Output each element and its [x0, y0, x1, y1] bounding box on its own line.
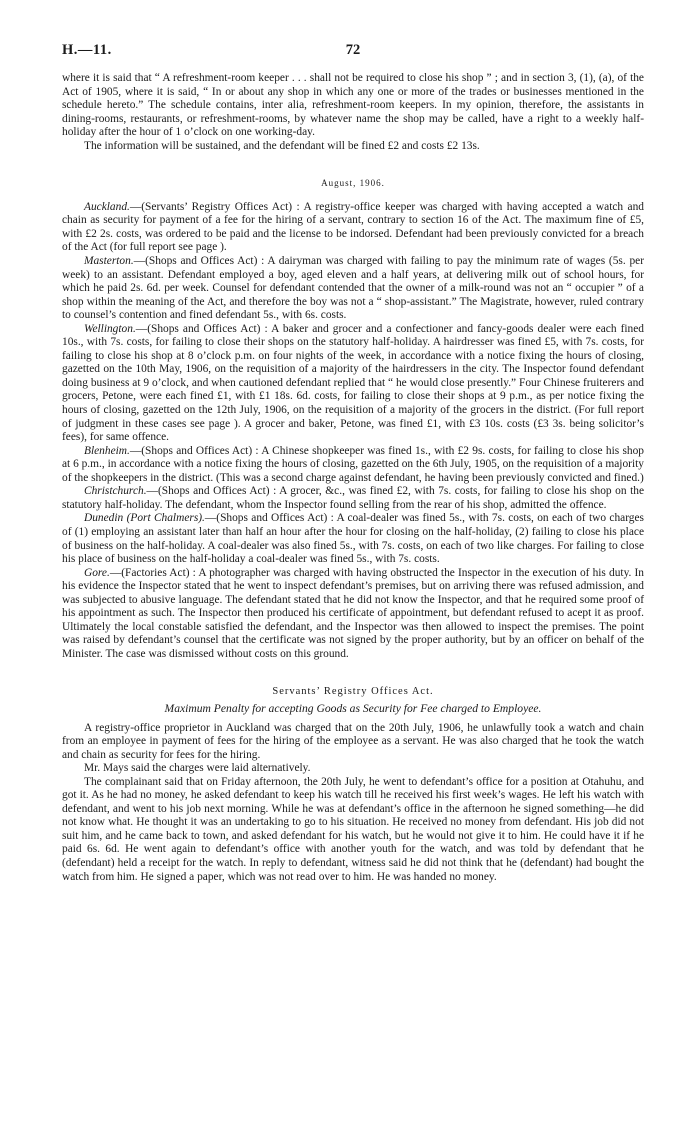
section-title: Servants’ Registry Offices Act.: [272, 686, 434, 698]
case-text: —(Shops and Offices Act) : A baker and grocer and a confectioner and fancy-goods dealer were each fined 10s., with 7s. costs, for failing to close their shops on the statutory half-holiday. A hairdresser was fined £5, with 7s. costs, for failing to close his shop at 8 o’clock p.m. on four nights of the week, in accordance with a notice fixing the hours of closing, gazetted on the 10th May, 1906, on the requisition of a majority of the hairdressers in the city. The Inspector found defendant doing business at 9 o’clock, and when cautioned defendant replied that “ he would close presently.” Four Chinese fruiterers and grocers, Petone, were each fined £1, with £1 18s. 6d. costs, for failing to close their shops at 9 p.m., as per notice fixing the hours of closing, gazetted on the 12th July, 1906, on the requisition of a majority of the grocers in the district. (For full report of judgment in these cases see page ). A grocer and baker, Petone, was fined £1, with £3 10s. costs (£3 3s. being solicitor’s fees), for same offence.: [62, 322, 644, 444]
case-paragraph: [62, 445, 644, 486]
case-text: —(Shops and Offices Act) : A grocer, &c., was fined £2, with 7s. costs, for failing to close his shop on the statutory half-holiday. The defendant, whom the Inspector found selling from the rear of his shop, admitted the offence.: [62, 485, 644, 511]
page-number: 72: [345, 42, 361, 58]
section-subtitle: Maximum Penalty for accepting Goods as Security for Fee charged to Employee.: [164, 701, 542, 715]
case-text: —(Factories Act) : A photographer was charged with having obstructed the Inspector in the execution of his duty. In his evidence the Inspector stated that he went to inspect defendant’s premises, but on arriving there was refused admission, and was subjected to abusive language. The defendant stated that he did not know the Inspector, and that he required some proof of his appointment as such. The Inspector then produced his certificate of appointment, but defendant refused to acept it as proof. Ultimately the local constable satisfied the defendant, and the Inspector was then allowed to inspect the premises. The point was raised by defendant’s counsel that the certificate was not signed by the proper authority, but by an officer on behalf of the Minister. The case was dismissed without costs on this ground.: [62, 566, 644, 660]
case-place: Auckland.: [84, 200, 130, 213]
case-place: Masterton.: [84, 255, 134, 268]
case-place: Christchurch.: [84, 485, 147, 498]
intro-paragraph: where it is said that “ A refreshment-room keeper . . . shall not be required to close his shop ” ; and in section 3, (1), (a), of the Act of 1905, where it is said, “ In or about any shop in which any one or more of the trades or businesses mentioned in the schedule hereto.” The schedule contains, inter alia, refreshment-room keepers. In my opinion, therefore, the assistants in dining-rooms, restaurants, or refreshment-rooms, by whatever name the shop may be called, have a right to a weekly half-holiday after the hour of 1 o’clock on one working-day.: [62, 72, 644, 139]
section-paragraph: Mr. Mays said the charges were laid alternatively.: [84, 762, 311, 775]
case-paragraph: [62, 255, 644, 323]
case-text: —(Servants’ Registry Offices Act) : A registry-office keeper was charged with having accepted a watch and chain as security for payment of a fee for the hiring of a servant, contrary to section 16 of the Act. The maximum fine of £5, with £2 2s. costs, was ordered to be paid and the license to be indorsed. Defendant had been previously convicted for a breach of the Act (for full report see page ).: [62, 200, 644, 254]
case-place: Blenheim.: [84, 444, 130, 457]
case-place: Gore.: [84, 566, 110, 579]
case-paragraph: [62, 485, 644, 512]
case-place: Dunedin (Port Chalmers).: [84, 512, 205, 525]
case-paragraph: [62, 323, 644, 445]
case-place: Wellington.: [84, 322, 136, 335]
case-paragraph: [62, 512, 644, 566]
case-paragraph: [62, 201, 644, 255]
section-paragraph: A registry-office proprietor in Auckland was charged that on the 20th July, 1906, he unlawfully took a watch and chain from an employee in payment of fees for the hiring of the employee as a servant. He was also charged that he took the watch and chain as security for fees for the hiring.: [62, 721, 644, 761]
document-reference: H.—11.: [62, 42, 112, 58]
page-header: [62, 44, 644, 72]
intro-decision: The information will be sustained, and the defendant will be fined £2 and costs £2 13s.: [84, 139, 480, 152]
month-heading: August, 1906.: [321, 178, 385, 189]
case-text: —(Shops and Offices Act) : A coal-dealer was fined 5s., with 7s. costs, on each of two charges of (1) employing an assistant later than half an hour after the hour for closing on the half-holiday, (2) failing to close his place of business on the half-holiday. A coal-dealer was also fined 5s., with 7s. costs, on each of two like charges. For failing to close his place of business on the half-holiday a coal-dealer was fined 5s., with 7s. costs.: [62, 512, 644, 566]
case-text: —(Shops and Offices Act) : A Chinese shopkeeper was fined 1s., with £2 9s. costs, for failing to close his shop at 6 p.m., in accordance with a notice fixing the hours of closing, gazetted on the 6th July, 1905, on the requisition of a majority of the shopkeepers in the district. (This was a second charge against defendant, he having been previously convicted and fined.): [62, 444, 644, 484]
case-paragraph: [62, 567, 644, 662]
section-paragraph: The complainant said that on Friday afternoon, the 20th July, he went to defendant’s office for a position at Otahuhu, and got it. As he had no money, he asked defendant to keep his watch till he received his first week’s wages. He left his watch with defendant, and went to his job next morning. While he was at defendant’s office in the afternoon he signed something—he did not know what. He thought it was an undertaking to go to his situation. He received no money from defendant. His job did not suit him, and he came back to town, and asked defendant for his watch, but he would not give it to him. He could have it if he paid 6s. 6d. He went again to defendant’s office with another youth for the watch, and was told by defendant that he (defendant) held a receipt for the watch. In reply to defendant, witness said he did not think that he (defendant) had bought the watch from him. He signed a paper, which was not read over to him. He was handed no money.: [62, 775, 644, 883]
case-text: —(Shops and Offices Act) : A dairyman was charged with failing to pay the minimum rate of wages (5s. per week) to an assistant. Defendant employed a boy, aged eleven and a half years, at delivering milk out of school hours, for which he paid 2s. 6d. per week. Counsel for defendant contended that the owner of a milk-round was not an “ occupier ” of a shop within the meaning of the Act, and therefore the boy was not a “ shop-assistant.” The Magistrate, however, ruled contrary to counsel’s contention and fined defendant 5s., with 6s. costs.: [62, 255, 644, 322]
